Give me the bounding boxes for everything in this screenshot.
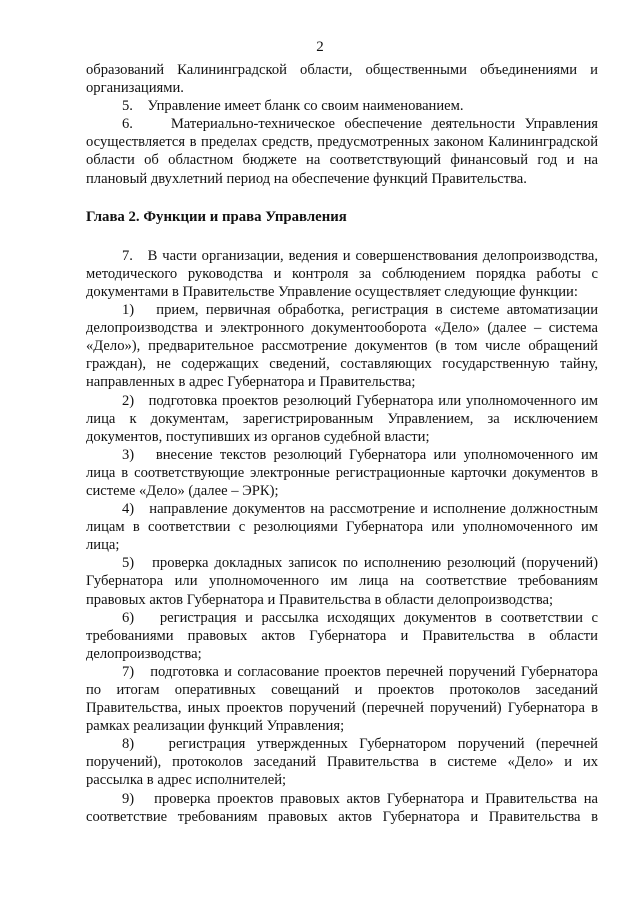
chapter-heading: Глава 2. Функции и права Управления <box>86 208 347 225</box>
paragraph-item-7: 7. В части организации, ведения и совершенствования делопроизводства, методического руководства и контроля за соблюдением порядка работы с документами в Правительстве Управление осуществляет следующие функции: <box>86 247 598 300</box>
document-body <box>86 61 598 826</box>
paragraph-item-5: 5. Управление имеет бланк со своим наименованием. <box>122 98 464 115</box>
paragraph-continuation: образований Калининградской области, общественными объединениями и организациями. <box>86 62 598 97</box>
subitem-6: 6) регистрация и рассылка исходящих документов в соответствии с требованиями правовых актов Губернатора и Правительства в области делопроизводства; <box>86 609 598 662</box>
subitem-3: 3) внесение текстов резолюций Губернатора или уполномоченного им лица в соответствующие электронные регистрационные карточки документов в системе «Дело» (далее – ЭРК); <box>86 446 598 499</box>
subitem-2: 2) подготовка проектов резолюций Губернатора или уполномоченного им лица к документам, зарегистрированным Управлением, за исключением документов, поступивших из органов судебной власти; <box>86 392 598 445</box>
paragraph-item-6: 6. Материально-техническое обеспечение деятельности Управления осуществляется в пределах средств, предусмотренных законом Калининградской области об областном бюджете на соответствующий финансовый год и на плановый двухлетний период на обеспечение функций Правительства. <box>86 116 598 187</box>
subitem-8: 8) регистрация утвержденных Губернатором поручений (перечней поручений), протоколов заседаний Правительства в системе «Дело» и их рассылка в адрес исполнителей; <box>86 736 598 789</box>
subitem-1: 1) прием, первичная обработка, регистрация в системе автоматизации делопроизводства и электронного документооборота «Дело» (далее – система «Дело»), предварительное рассмотрение документов (в том числе обращений граждан), не содержащих сведений, составляющих государственную тайну, направленных в адрес Губернатора и Правительства; <box>86 302 598 391</box>
page-number: 2 <box>316 39 324 55</box>
subitem-7: 7) подготовка и согласование проектов перечней поручений Губернатора по итогам оперативных совещаний и проектов протоколов заседаний Правительства, иных проектов поручений (перечней поручений) Губернатора в рамках реализации функций Управления; <box>86 663 598 735</box>
subitem-9: 9) проверка проектов правовых актов Губернатора и Правительства на соответствие требованиям правовых актов Губернатора и Правительства в <box>86 790 598 825</box>
subitem-5: 5) проверка докладных записок по исполнению резолюций (поручений) Губернатора или уполномоченного им лица на соответствие требованиям правовых актов Губернатора и Правительства в области делопроизводства; <box>86 555 598 608</box>
subitem-4: 4) направление документов на рассмотрение и исполнение должностным лицам в соответствии с резолюциями Губернатора или уполномоченного им лица; <box>86 501 598 554</box>
